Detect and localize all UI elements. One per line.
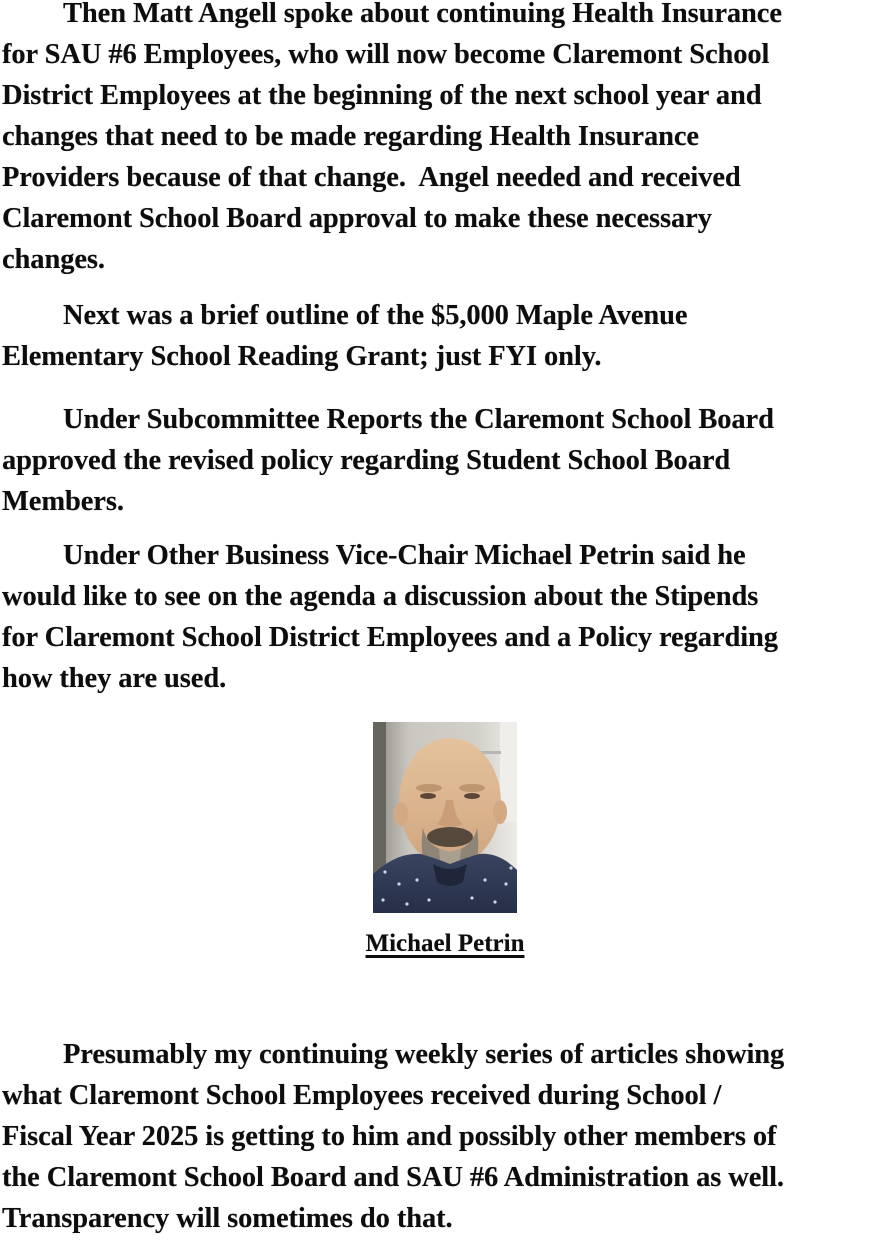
text-line: Providers because of that change. Angel needed and received	[2, 162, 741, 193]
michael-petrin-photo	[373, 722, 517, 913]
text-line: for Claremont School District Employees and a Policy regarding	[2, 622, 778, 653]
paragraph	[2, 1034, 880, 1239]
text-line: would like to see on the agenda a discussion about the Stipends	[2, 581, 759, 612]
portrait-image	[373, 722, 517, 913]
text-line: Presumably my continuing weekly series of articles showing	[63, 1039, 785, 1070]
text-line: Then Matt Angell spoke about continuing Health Insurance	[63, 0, 782, 29]
text-line: approved the revised policy regarding Student School Board	[2, 445, 731, 476]
text-line: Members.	[2, 486, 124, 517]
text-line: changes.	[2, 244, 105, 275]
text-line: changes that need to be made regarding Health Insurance	[2, 121, 699, 152]
text-line: Elementary School Reading Grant; just FYI only.	[2, 341, 602, 372]
text-line: Under Subcommittee Reports the Claremont School Board	[63, 404, 774, 435]
text-line: what Claremont School Employees received during School /	[2, 1080, 722, 1111]
text-line: Under Other Business Vice-Chair Michael Petrin said he	[63, 540, 746, 571]
paragraph	[2, 0, 880, 280]
text-line: the Claremont School Board and SAU #6 Administration as well.	[2, 1162, 784, 1193]
text-line: Next was a brief outline of the $5,000 Maple Avenue	[63, 300, 688, 331]
text-line: Claremont School Board approval to make these necessary	[2, 203, 712, 234]
text-line: for SAU #6 Employees, who will now become Claremont School	[2, 39, 770, 70]
paragraph	[2, 295, 880, 377]
paragraph	[2, 399, 880, 522]
text-line: how they are used.	[2, 663, 227, 694]
text-line: District Employees at the beginning of the next school year and	[2, 80, 762, 111]
photo-caption: Michael Petrin	[365, 930, 525, 957]
paragraph	[2, 535, 880, 699]
text-line: Fiscal Year 2025 is getting to him and possibly other members of	[2, 1121, 777, 1152]
text-line: Transparency will sometimes do that.	[2, 1203, 453, 1234]
